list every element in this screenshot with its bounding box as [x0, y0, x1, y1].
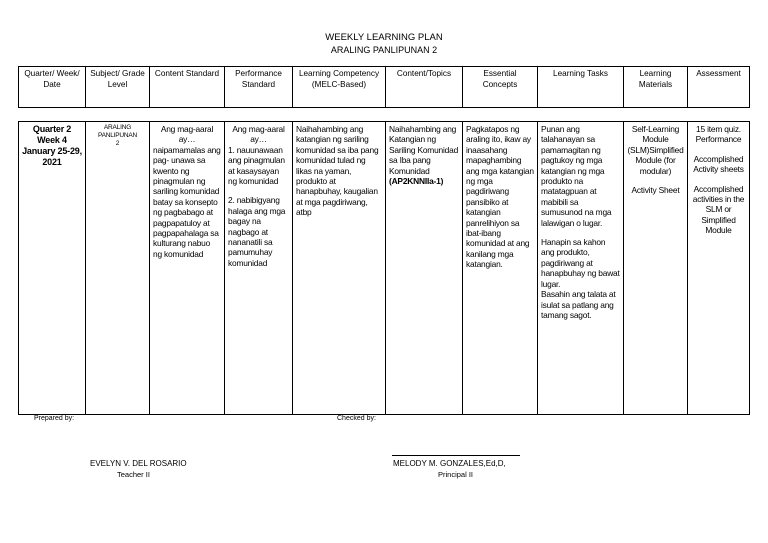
materials-item-2: Activity Sheet	[631, 185, 680, 196]
header-tasks: Learning Tasks	[538, 67, 624, 108]
subject-cell	[86, 122, 150, 415]
plan-table	[18, 121, 750, 415]
table-row	[19, 122, 750, 415]
header-competency: Learning Competency (MELC-Based)	[293, 67, 386, 108]
performance-standard-intro: Ang mag-aaral ay…	[232, 124, 285, 145]
prepared-by-label: Prepared by:	[34, 415, 75, 422]
header-quarter: Quarter/ Week/ Date	[19, 67, 86, 108]
competency-cell	[293, 122, 386, 415]
content-standard-text: naipamamalas ang pag- unawa sa kwento ng pinagmulan ng sariling komunidad batay sa konsepto ng pagbabago at pagpapatuloy at pagpapahalaga sa kulturang nabuo ng komunidad	[153, 144, 221, 259]
content-standard-cell	[150, 122, 225, 415]
performance-standard-item-2: 2. nabibigyang halaga ang mga bagay na nagbago at nananatili sa pamumuhay komunidad	[228, 195, 286, 268]
topics-code: (AP2KNNIIa-1)	[389, 176, 444, 187]
preparer-name: EVELYN V. DEL ROSARIO	[90, 459, 187, 468]
assessment-cell	[688, 122, 750, 415]
quarter-label: Quarter 2	[32, 124, 72, 134]
performance-standard-cell	[225, 122, 293, 415]
subject-label: ARALING PANLIPUNAN	[97, 124, 138, 139]
assessment-item-3: Accomplished activities in the SLM or Simplified Module	[692, 183, 745, 236]
content-standard-intro: Ang mag-aaral ay…	[160, 124, 214, 145]
document-subtitle: ARALING PANLIPUNAN 2	[330, 45, 438, 55]
header-content-standard: Content Standard	[150, 67, 225, 108]
grade-label: 2	[115, 140, 120, 147]
tasks-item-3: Basahin ang talata at isulat sa patlang ang tamang sagot.	[541, 289, 616, 320]
checked-by-label: Checked by:	[337, 415, 376, 422]
date-label: January 25-29, 2021	[22, 146, 82, 167]
header-table	[18, 66, 750, 108]
quarter-cell	[19, 122, 86, 415]
performance-standard-item-1: 1. nauunawaan ang pinagmulan at kasaysayan ng komunidad	[228, 144, 285, 187]
materials-item-1: Self-Learning Module (SLM)Simplified Module (for modular)	[627, 124, 684, 176]
week-label: Week 4	[37, 135, 67, 145]
concepts-text: Pagkatapos ng araling ito, ikaw ay inaasahang mapaghambing ang mga katangian ng mga pagdiriwang pansibiko at katangian panrelihiyon sa ibat-ibang komunidad at ang kanilang mga katangian.	[466, 124, 534, 270]
competency-text: Naihahambing ang katangian ng sariling komunidad sa iba pang komunidad tulad ng likas na yaman, produkto at hanapbuhay, kaugalian at mga pagdiriwang, atbp	[296, 124, 379, 218]
assessment-item-2: Accomplished Activity sheets	[693, 153, 744, 175]
tasks-item-2: Hanapin sa kahon ang produkto, pagdiriwang at hanapbuhay ng bawat lugar.	[541, 237, 620, 289]
header-materials: Learning Materials	[624, 67, 688, 108]
checker-name: MELODY M. GONZALES,Ed,D,	[393, 459, 506, 468]
topics-cell	[386, 122, 463, 415]
header-assessment: Assessment	[688, 67, 750, 108]
header-performance-standard: Performance Standard	[225, 67, 293, 108]
assessment-item-1: 15 item quiz. Performance	[695, 124, 742, 145]
topics-text: Naihahambing ang Katangian ng Sariling Komunidad sa Iba pang Komunidad	[389, 124, 459, 176]
checker-role: Principal II	[438, 470, 474, 479]
header-subject: Subject/ Grade Level	[86, 67, 150, 108]
document-title: WEEKLY LEARNING PLAN	[325, 32, 443, 43]
signature-line	[392, 455, 520, 456]
tasks-cell	[538, 122, 624, 415]
preparer-role: Teacher II	[117, 470, 150, 479]
tasks-item-1: Punan ang talahanayan sa pamamagitan ng pagtukoy ng mga katangian ng mga produkto na matatagpuan at mabibili sa sumusunod na mga lalawigan o lugar.	[541, 124, 612, 228]
materials-cell	[624, 122, 688, 415]
header-topics: Content/Topics	[386, 67, 463, 108]
concepts-cell	[463, 122, 538, 415]
header-concepts: Essential Concepts	[463, 67, 538, 108]
